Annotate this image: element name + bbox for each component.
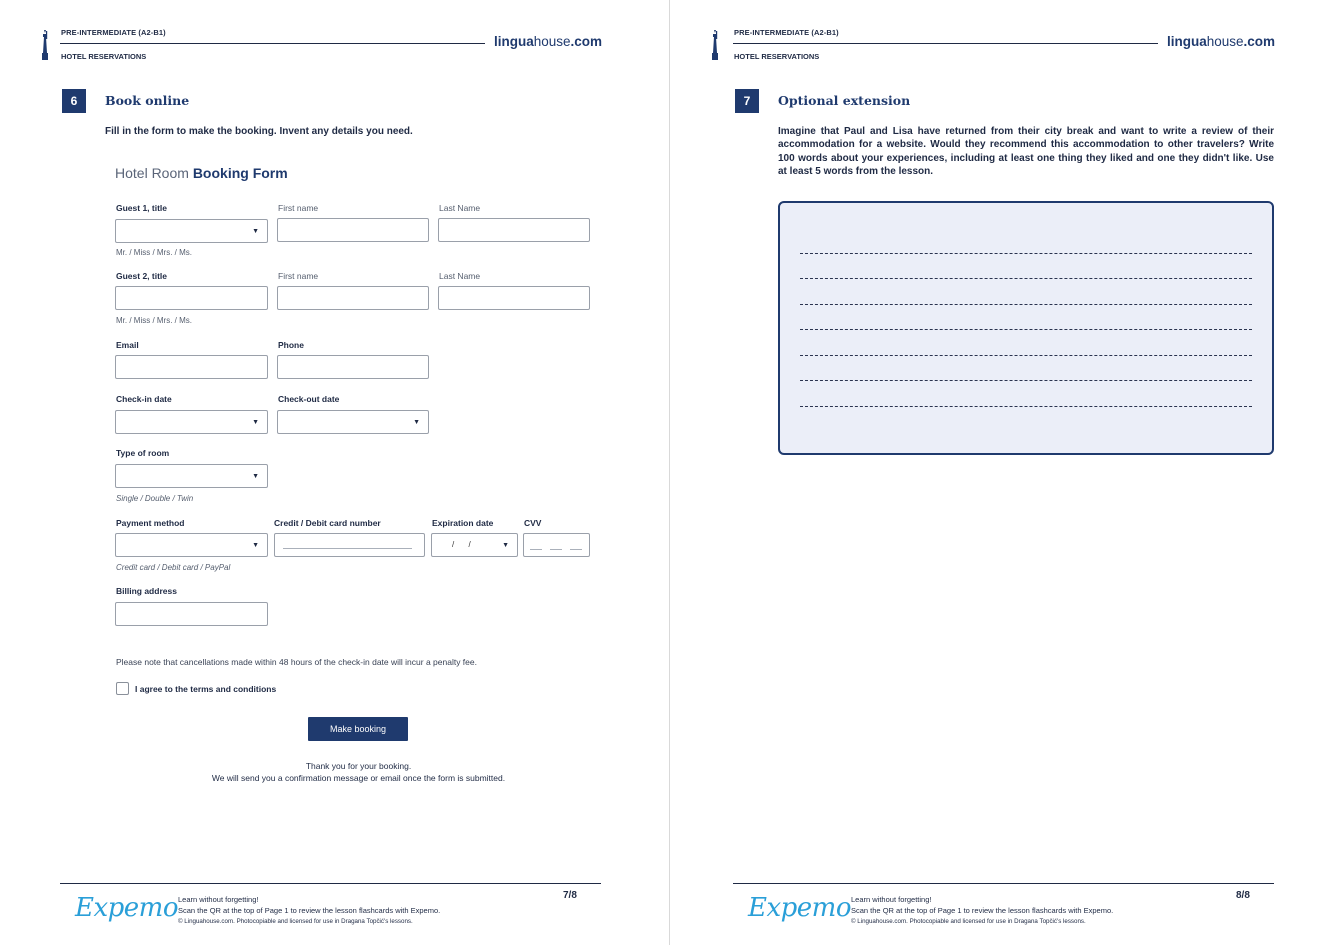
header-rule <box>60 43 485 44</box>
level-label: PRE-INTERMEDIATE (A2-B1) <box>61 28 166 37</box>
expiration-select[interactable] <box>431 533 518 557</box>
terms-checkbox[interactable] <box>116 682 129 695</box>
footer-rule <box>733 883 1274 884</box>
footer-copyright: © Linguahouse.com. Photocopiable and licensed for use in Dragana Topčić's lessons. <box>178 918 413 925</box>
writing-box[interactable] <box>778 201 1274 455</box>
chevron-down-icon: ▼ <box>252 419 259 426</box>
payment-method-label: Payment method <box>116 518 185 528</box>
expiration-placeholder: / / <box>452 540 477 549</box>
cancellation-note: Please note that cancellations made within 48 hours of the check-in date will incur a penalty fee. <box>116 657 477 667</box>
section-number: 7 <box>735 89 759 113</box>
chevron-down-icon: ▼ <box>413 419 420 426</box>
billing-label: Billing address <box>116 586 177 596</box>
writing-line <box>800 380 1252 381</box>
header-rule <box>733 43 1158 44</box>
guest2-last-name-input[interactable] <box>438 286 590 310</box>
guest1-title-hint: Mr. / Miss / Mrs. / Ms. <box>116 248 192 257</box>
guest2-title-input[interactable] <box>115 286 268 310</box>
email-input[interactable] <box>115 355 268 379</box>
payment-method-hint: Credit card / Debit card / PayPal <box>116 563 231 572</box>
guest1-first-name-label: First name <box>278 203 319 213</box>
statue-of-liberty-icon <box>40 30 50 60</box>
footer-qr-note: Scan the QR at the top of Page 1 to review the lesson flashcards with Expemo. <box>851 906 1114 915</box>
section-title: Optional extension <box>778 93 911 108</box>
confirmation-message: We will send you a confirmation message or email once the form is submitted. <box>211 773 506 783</box>
room-type-label: Type of room <box>116 448 170 458</box>
email-label: Email <box>116 340 139 350</box>
cvv-digit-slot <box>530 549 542 550</box>
phone-label: Phone <box>278 340 304 350</box>
guest1-last-name-input[interactable] <box>438 218 590 242</box>
guest1-title-label: Guest 1, title <box>116 203 168 213</box>
thanks-message: Thank you for your booking. <box>305 761 412 771</box>
footer-rule <box>60 883 601 884</box>
footer-qr-note: Scan the QR at the top of Page 1 to review the lesson flashcards with Expemo. <box>178 906 441 915</box>
page-7 <box>0 0 669 945</box>
topic-label: HOTEL RESERVATIONS <box>61 52 147 61</box>
page-number: 8/8 <box>1236 890 1250 901</box>
writing-line <box>800 406 1252 407</box>
chevron-down-icon: ▼ <box>252 542 259 549</box>
guest2-title-label: Guest 2, title <box>116 271 168 281</box>
section-number: 6 <box>62 89 86 113</box>
topic-label: HOTEL RESERVATIONS <box>734 52 820 61</box>
checkin-select[interactable] <box>115 410 268 434</box>
cvv-label: CVV <box>524 518 542 528</box>
make-booking-button[interactable]: Make booking <box>308 717 408 741</box>
guest1-title-select[interactable] <box>115 219 268 243</box>
writing-line <box>800 278 1252 279</box>
chevron-down-icon: ▼ <box>252 473 259 480</box>
writing-line <box>800 355 1252 356</box>
writing-line <box>800 304 1252 305</box>
footer-tagline: Learn without forgetting! <box>851 895 932 904</box>
guest2-title-hint: Mr. / Miss / Mrs. / Ms. <box>116 316 192 325</box>
statue-of-liberty-icon <box>710 30 720 60</box>
brand-logo: linguahouse.com <box>1167 34 1276 49</box>
cvv-input[interactable] <box>523 533 590 557</box>
brand-logo: linguahouse.com <box>494 34 603 49</box>
writing-line <box>800 329 1252 330</box>
cvv-digit-slot <box>570 549 582 550</box>
checkout-label: Check-out date <box>278 394 340 404</box>
room-type-hint: Single / Double / Twin <box>116 494 194 503</box>
page-8 <box>670 0 1339 945</box>
guest2-first-name-label: First name <box>278 271 319 281</box>
guest1-last-name-label: Last Name <box>439 203 481 213</box>
guest1-first-name-input[interactable] <box>277 218 429 242</box>
chevron-down-icon: ▼ <box>502 542 509 549</box>
card-number-line <box>283 548 412 549</box>
terms-label: I agree to the terms and conditions <box>135 684 277 694</box>
checkin-label: Check-in date <box>116 394 172 404</box>
writing-line <box>800 253 1252 254</box>
guest2-first-name-input[interactable] <box>277 286 429 310</box>
expemo-logo: Expemo <box>75 893 178 923</box>
chevron-down-icon: ▼ <box>252 228 259 235</box>
payment-method-select[interactable] <box>115 533 268 557</box>
billing-address-input[interactable] <box>115 602 268 626</box>
checkout-select[interactable] <box>277 410 429 434</box>
expemo-logo: Expemo <box>748 893 851 923</box>
cvv-digit-slot <box>550 549 562 550</box>
phone-input[interactable] <box>277 355 429 379</box>
extension-instructions: Imagine that Paul and Lisa have returned from their city break and want to write a review of their accommodation for a website. Would they recommend this accommodation to other travelers? Write 100 words about your experiences, including at least one thing they liked and one they didn't like. Use at least 5 words from the lesson. <box>778 126 1274 177</box>
room-type-select[interactable] <box>115 464 268 488</box>
form-title: Hotel Room Booking Form <box>115 165 288 181</box>
instruction: Fill in the form to make the booking. Invent any details you need. <box>105 126 413 137</box>
footer-tagline: Learn without forgetting! <box>178 895 259 904</box>
expiration-label: Expiration date <box>432 518 494 528</box>
footer-copyright: © Linguahouse.com. Photocopiable and licensed for use in Dragana Topčić's lessons. <box>851 918 1086 925</box>
page-number: 7/8 <box>563 890 577 901</box>
card-number-label: Credit / Debit card number <box>274 518 381 528</box>
section-title: Book online <box>105 93 190 108</box>
level-label: PRE-INTERMEDIATE (A2-B1) <box>734 28 839 37</box>
guest2-last-name-label: Last Name <box>439 271 481 281</box>
card-number-input[interactable] <box>274 533 425 557</box>
